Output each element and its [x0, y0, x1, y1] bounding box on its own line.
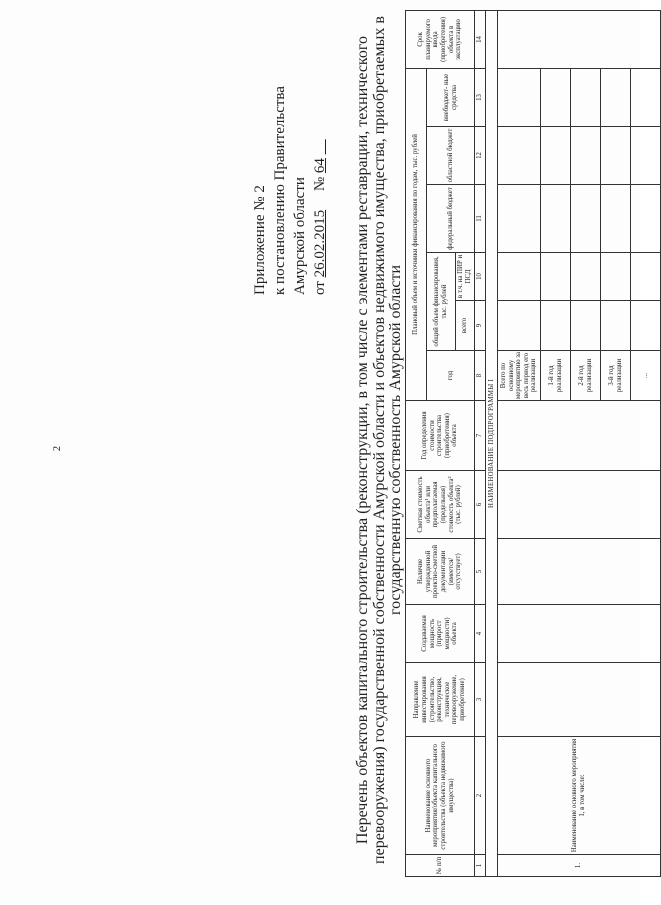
header-total-volume: общий объем финансирования, тыс. рублей	[427, 253, 456, 351]
header-year: год	[427, 351, 475, 401]
row-name: Наименование основного мероприятия 1, в том числе:	[498, 737, 661, 855]
column-number: 7	[475, 401, 486, 471]
row-design-doc	[498, 539, 661, 605]
column-number: 10	[475, 253, 486, 301]
column-number: 5	[475, 539, 486, 605]
header-federal: федеральный бюджет	[427, 185, 475, 253]
title-line-1: Перечень объектов капитального строительства (реконструкции, в том числе с элементами реставрации, технического	[354, 35, 371, 845]
appendix-title: Приложение № 2	[252, 185, 268, 295]
column-number: 14	[475, 10, 486, 68]
column-number: 1	[475, 855, 486, 877]
year-label: 3-й год реализации	[601, 351, 631, 401]
column-number: 3	[475, 663, 486, 737]
appendix-block	[250, 86, 330, 295]
appendix-line-1: к постановлению Правительства	[272, 86, 288, 295]
header-name: Наименование основного мероприятия/объекта капитального строительства (объекта недвижимого имущества)	[406, 737, 475, 855]
row-cost-year	[498, 401, 661, 471]
column-number: 2	[475, 737, 486, 855]
date-prefix: от	[312, 281, 328, 295]
header-completion: Срок планируемого ввода (приобретения) объекта в эксплуатацию	[406, 10, 475, 68]
row-completion	[498, 10, 661, 68]
header-estimated-cost: Сметная стоимость объекта¹ или предполагаемая (предельная) стоимость объекта² (тыс. рублей)	[406, 471, 475, 539]
objects-table	[405, 10, 661, 877]
row-capacity	[498, 605, 661, 663]
column-number: 13	[475, 68, 486, 126]
column-number: 4	[475, 605, 486, 663]
header-direction: Направление инвестирования (строительство, реконструкция, техническое перевооружение, приобретение)	[406, 663, 475, 737]
appendix-number: 64	[312, 158, 328, 174]
header-design-doc: Наличие утвержденной проектно-сметной документации (имеется/отсутствует)	[406, 539, 475, 605]
header-capacity: Создаваемая мощность (прирост мощности) объекта	[406, 605, 475, 663]
header-cost-year: Год определения стоимости строительства (приобретения) объекта	[406, 401, 475, 471]
document-title	[355, 10, 405, 870]
row-estimated-cost	[498, 471, 661, 539]
appendix-line-2: Амурской области	[292, 177, 308, 295]
column-number: 6	[475, 471, 486, 539]
section-title: НАИМЕНОВАНИЕ ПОДПРОГРАММЫ I	[486, 10, 498, 876]
title-line-3: государственную собственность Амурской области	[387, 264, 404, 616]
year-label: Всего по основному мероприятию за весь период его реализации	[498, 351, 541, 401]
year-label: ...	[631, 351, 661, 401]
year-label: 1-й год реализации	[541, 351, 571, 401]
header-extrabudget: внебюджет- ные средства	[427, 68, 475, 126]
number-prefix: №	[312, 176, 328, 192]
header-financing-group: Плановый объем и источники финансирования по годам, тыс. рублей	[406, 68, 427, 400]
column-number: 9	[475, 301, 486, 351]
column-number: 12	[475, 127, 486, 185]
year-label: 2-й год реализации	[571, 351, 601, 401]
title-line-2: перевооружения) государственной собственности Амурской области и объектов недвижимого имущества, приобретаемых в	[370, 16, 388, 864]
page-number: 2	[52, 446, 63, 451]
column-number: 11	[475, 185, 486, 253]
header-no: № п/п	[406, 855, 475, 877]
appendix-date: 26.02.2015	[312, 209, 328, 278]
header-incl-pir: в т.ч. на ПИР и ПСД	[456, 253, 475, 301]
appendix-date-line	[310, 86, 330, 295]
row-number: 1.	[498, 855, 661, 877]
header-total: всего	[456, 301, 475, 351]
header-regional: областной бюджет	[427, 127, 475, 185]
row-direction	[498, 663, 661, 737]
column-number: 8	[475, 351, 486, 401]
